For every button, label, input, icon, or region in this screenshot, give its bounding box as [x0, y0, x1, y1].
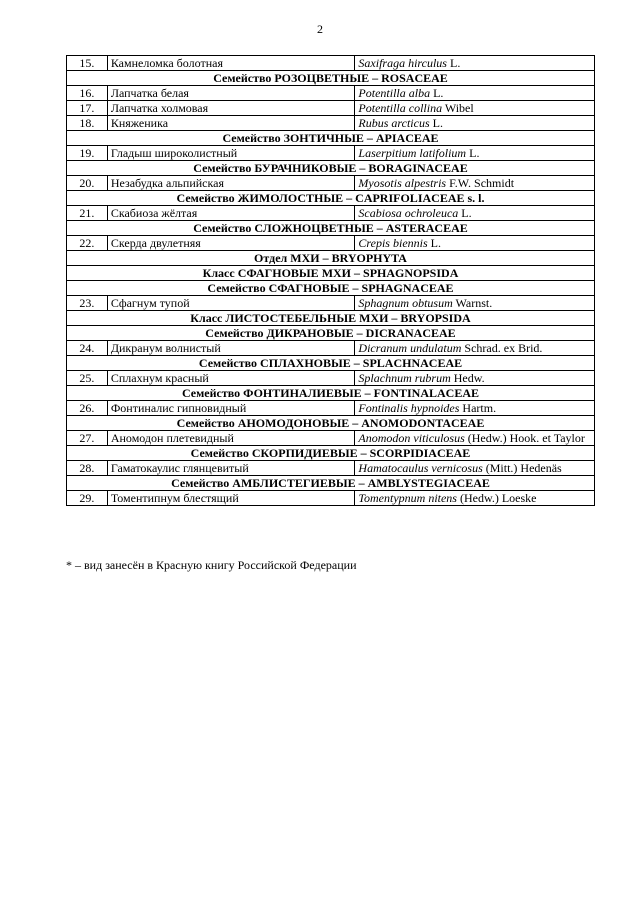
species-latin-name [355, 176, 595, 191]
species-russian-name: Скерда двулетняя [107, 236, 355, 251]
latin-author: L. [446, 56, 461, 70]
latin-binomial: Fontinalis hypnoides [358, 401, 460, 415]
species-russian-name: Камнеломка болотная [107, 56, 355, 71]
family-heading: Класс СФАГНОВЫЕ МХИ – SPHAGNOPSIDA [67, 266, 595, 281]
species-number: 27. [67, 431, 108, 446]
species-russian-name: Лапчатка холмовая [107, 101, 355, 116]
family-heading-row [67, 416, 595, 431]
species-number: 26. [67, 401, 108, 416]
species-number: 17. [67, 101, 108, 116]
species-table-body [67, 56, 595, 506]
family-heading-row [67, 71, 595, 86]
species-number: 22. [67, 236, 108, 251]
species-russian-name: Лапчатка белая [107, 86, 355, 101]
species-row [67, 206, 595, 221]
species-latin-name [355, 146, 595, 161]
family-heading: Класс ЛИСТОСТЕБЕЛЬНЫЕ МХИ – BRYOPSIDA [67, 311, 595, 326]
family-heading-row [67, 251, 595, 266]
species-row [67, 116, 595, 131]
latin-binomial: Myosotis alpestris [358, 176, 447, 190]
latin-binomial: Potentilla collina [358, 101, 443, 115]
latin-author: Schrad. ex Brid. [461, 341, 543, 355]
latin-author: Hartm. [459, 401, 497, 415]
species-number: 28. [67, 461, 108, 476]
species-russian-name: Фонтиналис гипновидный [107, 401, 355, 416]
species-row [67, 86, 595, 101]
species-number: 29. [67, 491, 108, 506]
latin-binomial: Crepis biennis [358, 236, 428, 250]
species-row [67, 461, 595, 476]
latin-binomial: Splachnum rubrum [358, 371, 451, 385]
species-row [67, 431, 595, 446]
latin-binomial: Potentilla alba [358, 86, 431, 100]
latin-author: F.W. Schmidt [446, 176, 515, 190]
family-heading-row [67, 476, 595, 491]
species-row [67, 341, 595, 356]
species-number: 25. [67, 371, 108, 386]
latin-binomial: Scabiosa ochroleuca [358, 206, 459, 220]
species-latin-name [355, 236, 595, 251]
latin-binomial: Rubus arcticus [358, 116, 430, 130]
species-row [67, 56, 595, 71]
species-row [67, 296, 595, 311]
family-heading: Семейство РОЗОЦВЕТНЫЕ – ROSACEAE [67, 71, 595, 86]
family-heading-row [67, 446, 595, 461]
latin-author: Hedw. [450, 371, 485, 385]
family-heading: Отдел МХИ – BRYOPHYTA [67, 251, 595, 266]
species-latin-name [355, 56, 595, 71]
family-heading-row [67, 311, 595, 326]
latin-author: Warnst. [452, 296, 493, 310]
species-row [67, 401, 595, 416]
species-latin-name [355, 206, 595, 221]
family-heading: Семейство ЗОНТИЧНЫЕ – APIACEAE [67, 131, 595, 146]
species-row [67, 176, 595, 191]
species-latin-name [355, 431, 595, 446]
family-heading-row [67, 356, 595, 371]
family-heading: Семейство АМБЛИСТЕГИЕВЫЕ – AMBLYSTEGIACEAE [67, 476, 595, 491]
family-heading-row [67, 386, 595, 401]
species-number: 16. [67, 86, 108, 101]
species-latin-name [355, 401, 595, 416]
family-heading-row [67, 281, 595, 296]
family-heading: Семейство СПЛАХНОВЫЕ – SPLACHNACEAE [67, 356, 595, 371]
species-row [67, 146, 595, 161]
species-russian-name: Княженика [107, 116, 355, 131]
latin-binomial: Laserpitium latifolium [358, 146, 467, 160]
species-latin-name [355, 491, 595, 506]
family-heading: Семейство БУРАЧНИКОВЫЕ – BORAGINACEAE [67, 161, 595, 176]
species-number: 15. [67, 56, 108, 71]
latin-author: L. [430, 86, 444, 100]
species-number: 21. [67, 206, 108, 221]
latin-binomial: Tomentypnum nitens [358, 491, 457, 505]
species-number: 18. [67, 116, 108, 131]
latin-author: L. [427, 236, 441, 250]
latin-binomial: Hamatocaulus vernicosus [358, 461, 483, 475]
family-heading: Семейство СЛОЖНОЦВЕТНЫЕ – ASTERACEAE [67, 221, 595, 236]
family-heading-row [67, 131, 595, 146]
species-number: 23. [67, 296, 108, 311]
species-latin-name [355, 86, 595, 101]
family-heading-row [67, 326, 595, 341]
family-heading-row [67, 266, 595, 281]
species-row [67, 491, 595, 506]
species-row [67, 371, 595, 386]
latin-author: L. [429, 116, 443, 130]
species-latin-name [355, 461, 595, 476]
species-russian-name: Гаматокаулис глянцевитый [107, 461, 355, 476]
latin-author: (Hedw.) Hook. et Taylor [464, 431, 585, 445]
family-heading-row [67, 161, 595, 176]
latin-author: L. [466, 146, 480, 160]
family-heading: Семейство ЖИМОЛОСТНЫЕ – CAPRIFOLIACEAE s. l. [67, 191, 595, 206]
latin-binomial: Saxifraga hirculus [358, 56, 447, 70]
latin-binomial: Sphagnum obtusum [358, 296, 453, 310]
latin-author: (Hedw.) Loeske [456, 491, 537, 505]
species-number: 20. [67, 176, 108, 191]
species-number: 19. [67, 146, 108, 161]
species-russian-name: Сфагнум тупой [107, 296, 355, 311]
latin-author: (Mitt.) Hedenäs [482, 461, 562, 475]
family-heading: Семейство АНОМОДОНОВЫЕ – ANOMODONTACEAE [67, 416, 595, 431]
latin-author: Wibel [442, 101, 474, 115]
species-latin-name [355, 116, 595, 131]
species-russian-name: Незабудка альпийская [107, 176, 355, 191]
species-russian-name: Скабиоза жёлтая [107, 206, 355, 221]
latin-binomial: Anomodon viticulosus [358, 431, 465, 445]
species-russian-name: Сплахнум красный [107, 371, 355, 386]
family-heading: Семейство ФОНТИНАЛИЕВЫЕ – FONTINALACEAE [67, 386, 595, 401]
species-russian-name: Гладыш широколистный [107, 146, 355, 161]
latin-author: L. [458, 206, 472, 220]
family-heading: Семейство СКОРПИДИЕВЫЕ – SCORPIDIACEAE [67, 446, 595, 461]
species-latin-name [355, 371, 595, 386]
latin-binomial: Dicranum undulatum [358, 341, 462, 355]
family-heading-row [67, 221, 595, 236]
species-row [67, 236, 595, 251]
page-number: 2 [317, 22, 323, 36]
footnote: * – вид занесён в Красную книгу Российской Федерации [66, 558, 357, 572]
species-table [66, 55, 595, 506]
species-number: 24. [67, 341, 108, 356]
species-russian-name: Дикранум волнистый [107, 341, 355, 356]
species-latin-name [355, 341, 595, 356]
family-heading-row [67, 191, 595, 206]
species-row [67, 101, 595, 116]
species-latin-name [355, 296, 595, 311]
family-heading: Семейство СФАГНОВЫЕ – SPHAGNACEAE [67, 281, 595, 296]
species-russian-name: Томентипнум блестящий [107, 491, 355, 506]
species-russian-name: Аномодон плетевидный [107, 431, 355, 446]
species-latin-name [355, 101, 595, 116]
family-heading: Семейство ДИКРАНОВЫЕ – DICRANACEAE [67, 326, 595, 341]
